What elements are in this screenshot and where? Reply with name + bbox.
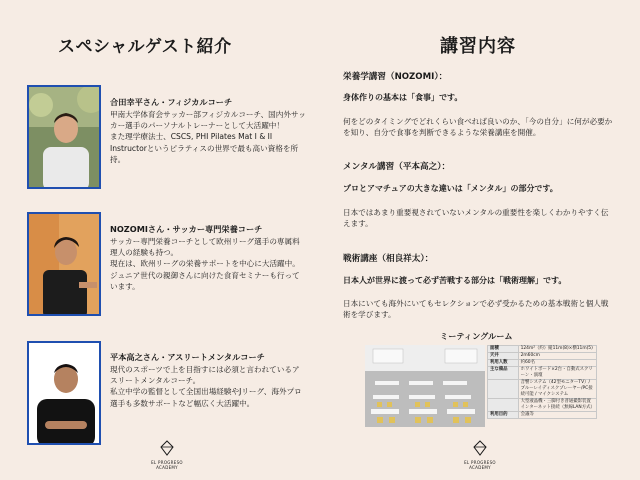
section-heading: 栄養学講習（NOZOMI）： <box>343 72 448 82</box>
spec-key: 主な備品 <box>488 367 519 380</box>
spec-row <box>488 353 597 360</box>
section-body: 日本にいても海外にいてもセレクションで必ず受かるための基本戦術と個人戦術を学びます。 <box>343 299 609 320</box>
spec-value: 2m60cm <box>518 353 596 360</box>
page-title-guests: スペシャルゲスト紹介 <box>58 37 232 57</box>
guest-name: NOZOMIさん・サッカー専門栄養コーチ <box>110 224 263 234</box>
spec-row <box>488 346 597 353</box>
spec-value: ホワイトボード×2台・自動式スクリーン・演壇 <box>518 367 596 380</box>
guest-photo-goda <box>27 85 101 189</box>
section-body: 何をどのタイミングでどれくらい食べれば良いのか、「今の自分」に何が必要かを知り、自分で食事を判断できるような栄養講座を開催。 <box>343 117 613 138</box>
logo-text: EL PROGRESO ACADEMY <box>151 460 183 470</box>
spec-value: 音響システム（42型モニターTV）/ブルーレイディスクプレーヤー/PC接続可能 / マイクシステム <box>518 380 596 399</box>
section-heading: 戦術講座（相良祥太）： <box>343 254 434 264</box>
spec-row <box>488 360 597 367</box>
section-subheading: プロとアマチュアの大きな違いは「メンタル」の部分です。 <box>343 184 558 193</box>
section-subheading: 日本人が世界に渡って必ず苦戦する部分は「戦術理解」です。 <box>343 276 567 285</box>
meeting-room-spec-table <box>487 345 597 419</box>
academy-logo-right <box>460 440 500 470</box>
guest-photo-hiramoto <box>27 341 101 445</box>
spec-value: 約60名 <box>518 360 596 367</box>
spec-row <box>488 399 597 412</box>
meeting-room-title: ミーティングルーム <box>440 331 513 341</box>
spec-row <box>488 412 597 419</box>
spec-key <box>488 380 519 399</box>
page-title-course: 講習内容 <box>440 36 516 57</box>
spec-key: 利用人数 <box>488 360 519 367</box>
spec-key: 天井 <box>488 353 519 360</box>
spec-key: 利用目的 <box>488 412 519 419</box>
spec-key: 面積 <box>488 346 519 353</box>
section-heading: メンタル講習（平本高之）： <box>343 162 451 172</box>
guest-photo-nozomi <box>27 212 101 316</box>
diamond-logo-icon <box>147 440 187 456</box>
spec-row <box>488 380 597 399</box>
guest-description: 甲南大学体育会サッカー部フィジカルコーチ、国内外サッカー選手のパーソナルトレーナーとして大活躍中！ また理学療法士、CSCS, PHI Pilates Mat I & II Instructorというピラティスの世界で最も高い資格を所持。 <box>110 110 306 164</box>
spec-value: 会議等 <box>518 412 596 419</box>
guest-description: 現代のスポーツで上を目指すには必須と言われているアスリートメンタルコーチ。 私立中学の監督として全国出場経験やJリーグ、海外プロ選手も多数サポートなど幅広く大活躍中。 <box>110 365 302 408</box>
section-subheading: 身体作りの基本は「食事」です。 <box>343 93 463 102</box>
logo-text: EL PROGRESO ACADEMY <box>464 460 496 470</box>
academy-logo-left <box>147 440 187 470</box>
guest-name: 合田幸平さん・フィジカルコーチ <box>110 97 233 107</box>
spec-row <box>488 367 597 380</box>
spec-value: 124m²（約）縦11m(8)×横11m(5) <box>518 346 596 353</box>
section-body: 日本ではあまり重要視されていないメンタルの重要性を楽しくわかりやすく伝えます。 <box>343 208 609 229</box>
guest-description: サッカー専門栄養コーチとして欧州リーグ選手の専属料理人の経験も持つ。 現在は、欧州リーグの栄養サポートを中心に大活躍中。 ジュニア世代の親御さんに向けた食育セミナーも行っています。 <box>110 237 300 291</box>
meeting-room-photo <box>365 345 485 427</box>
spec-key <box>488 399 519 412</box>
guest-name: 平本高之さん・アスリートメンタルコーチ <box>110 352 265 362</box>
diamond-logo-icon <box>460 440 500 456</box>
spec-value: 大型液晶機・三脚付き普通撮影装置 インターネット接続（無線LAN方式） <box>518 399 596 412</box>
